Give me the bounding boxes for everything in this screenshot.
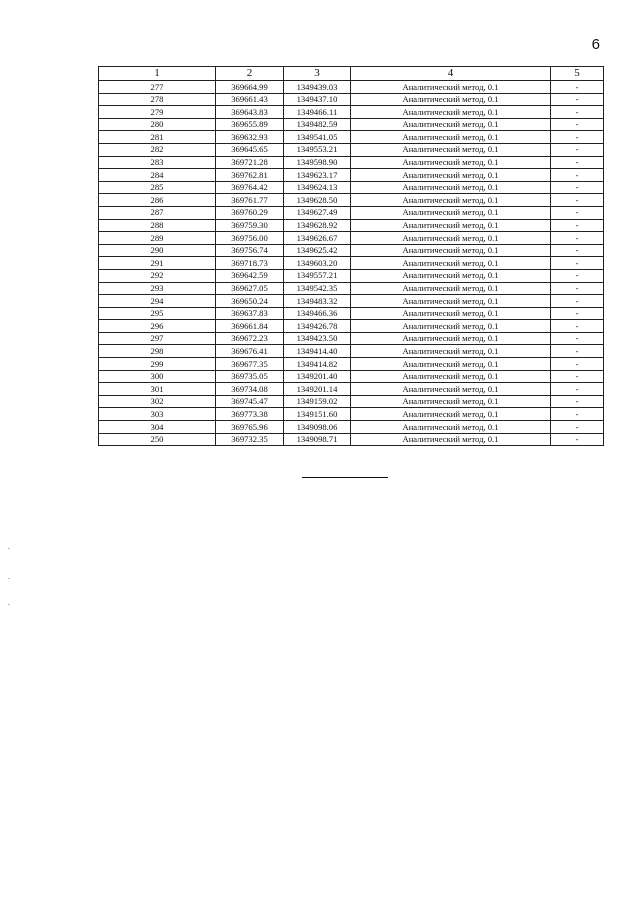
cell-method: Аналитический метод, 0.1 bbox=[351, 421, 551, 434]
table-row bbox=[99, 118, 604, 131]
cell-coord-y: 1349414.82 bbox=[284, 358, 351, 371]
cell-note: - bbox=[551, 219, 604, 232]
table-row bbox=[99, 395, 604, 408]
cell-method: Аналитический метод, 0.1 bbox=[351, 408, 551, 421]
cell-note: - bbox=[551, 433, 604, 446]
scan-speck bbox=[8, 548, 10, 549]
coordinates-table bbox=[98, 66, 604, 446]
cell-method: Аналитический метод, 0.1 bbox=[351, 181, 551, 194]
cell-coord-y: 1349437.10 bbox=[284, 93, 351, 106]
cell-point-number: 289 bbox=[99, 232, 216, 245]
cell-coord-x: 369761.77 bbox=[216, 194, 284, 207]
table-row bbox=[99, 307, 604, 320]
cell-coord-y: 1349482.59 bbox=[284, 118, 351, 131]
cell-point-number: 282 bbox=[99, 143, 216, 156]
table-row bbox=[99, 345, 604, 358]
cell-coord-y: 1349625.42 bbox=[284, 244, 351, 257]
cell-note: - bbox=[551, 257, 604, 270]
table-row bbox=[99, 206, 604, 219]
cell-point-number: 298 bbox=[99, 345, 216, 358]
table-row bbox=[99, 408, 604, 421]
cell-coord-x: 369773.38 bbox=[216, 408, 284, 421]
header-col-4: 4 bbox=[351, 67, 551, 81]
cell-coord-y: 1349626.67 bbox=[284, 232, 351, 245]
cell-coord-x: 369637.83 bbox=[216, 307, 284, 320]
cell-point-number: 304 bbox=[99, 421, 216, 434]
cell-note: - bbox=[551, 395, 604, 408]
cell-coord-x: 369756.74 bbox=[216, 244, 284, 257]
cell-coord-x: 369677.35 bbox=[216, 358, 284, 371]
cell-method: Аналитический метод, 0.1 bbox=[351, 131, 551, 144]
cell-point-number: 301 bbox=[99, 383, 216, 396]
cell-point-number: 280 bbox=[99, 118, 216, 131]
cell-point-number: 296 bbox=[99, 320, 216, 333]
cell-note: - bbox=[551, 232, 604, 245]
cell-coord-y: 1349466.11 bbox=[284, 106, 351, 119]
cell-coord-x: 369661.43 bbox=[216, 93, 284, 106]
scan-speck bbox=[8, 604, 10, 605]
cell-method: Аналитический метод, 0.1 bbox=[351, 194, 551, 207]
cell-coord-y: 1349414.40 bbox=[284, 345, 351, 358]
cell-note: - bbox=[551, 320, 604, 333]
cell-method: Аналитический метод, 0.1 bbox=[351, 383, 551, 396]
cell-coord-x: 369765.96 bbox=[216, 421, 284, 434]
cell-coord-y: 1349557.21 bbox=[284, 269, 351, 282]
cell-coord-x: 369734.08 bbox=[216, 383, 284, 396]
cell-method: Аналитический метод, 0.1 bbox=[351, 332, 551, 345]
table-row bbox=[99, 358, 604, 371]
cell-coord-x: 369762.81 bbox=[216, 169, 284, 182]
cell-note: - bbox=[551, 307, 604, 320]
table-row bbox=[99, 106, 604, 119]
table-row bbox=[99, 244, 604, 257]
cell-method: Аналитический метод, 0.1 bbox=[351, 295, 551, 308]
cell-coord-x: 369732.35 bbox=[216, 433, 284, 446]
cell-coord-y: 1349159.02 bbox=[284, 395, 351, 408]
cell-method: Аналитический метод, 0.1 bbox=[351, 219, 551, 232]
table-row bbox=[99, 421, 604, 434]
cell-point-number: 297 bbox=[99, 332, 216, 345]
cell-point-number: 285 bbox=[99, 181, 216, 194]
table-row bbox=[99, 181, 604, 194]
cell-point-number: 292 bbox=[99, 269, 216, 282]
cell-point-number: 290 bbox=[99, 244, 216, 257]
end-of-table-line bbox=[302, 477, 388, 478]
cell-note: - bbox=[551, 194, 604, 207]
cell-note: - bbox=[551, 81, 604, 94]
cell-coord-x: 369664.99 bbox=[216, 81, 284, 94]
cell-method: Аналитический метод, 0.1 bbox=[351, 320, 551, 333]
header-col-5: 5 bbox=[551, 67, 604, 81]
cell-coord-x: 369735.05 bbox=[216, 370, 284, 383]
cell-coord-y: 1349553.21 bbox=[284, 143, 351, 156]
cell-method: Аналитический метод, 0.1 bbox=[351, 93, 551, 106]
cell-point-number: 288 bbox=[99, 219, 216, 232]
cell-method: Аналитический метод, 0.1 bbox=[351, 433, 551, 446]
cell-method: Аналитический метод, 0.1 bbox=[351, 232, 551, 245]
cell-note: - bbox=[551, 106, 604, 119]
cell-method: Аналитический метод, 0.1 bbox=[351, 395, 551, 408]
cell-coord-y: 1349423.50 bbox=[284, 332, 351, 345]
cell-coord-x: 369760.29 bbox=[216, 206, 284, 219]
cell-note: - bbox=[551, 269, 604, 282]
cell-note: - bbox=[551, 345, 604, 358]
cell-coord-x: 369672.23 bbox=[216, 332, 284, 345]
cell-coord-y: 1349426.78 bbox=[284, 320, 351, 333]
table-row bbox=[99, 219, 604, 232]
cell-method: Аналитический метод, 0.1 bbox=[351, 156, 551, 169]
cell-point-number: 279 bbox=[99, 106, 216, 119]
cell-coord-x: 369718.73 bbox=[216, 257, 284, 270]
table-row bbox=[99, 332, 604, 345]
cell-note: - bbox=[551, 181, 604, 194]
cell-coord-y: 1349624.13 bbox=[284, 181, 351, 194]
table-row bbox=[99, 169, 604, 182]
cell-point-number: 278 bbox=[99, 93, 216, 106]
cell-note: - bbox=[551, 383, 604, 396]
cell-coord-y: 1349483.32 bbox=[284, 295, 351, 308]
cell-point-number: 302 bbox=[99, 395, 216, 408]
cell-coord-y: 1349627.49 bbox=[284, 206, 351, 219]
cell-note: - bbox=[551, 370, 604, 383]
table-row bbox=[99, 143, 604, 156]
cell-point-number: 299 bbox=[99, 358, 216, 371]
cell-note: - bbox=[551, 421, 604, 434]
cell-method: Аналитический метод, 0.1 bbox=[351, 358, 551, 371]
table-row bbox=[99, 433, 604, 446]
cell-coord-y: 1349542.35 bbox=[284, 282, 351, 295]
cell-coord-x: 369645.65 bbox=[216, 143, 284, 156]
cell-coord-y: 1349098.06 bbox=[284, 421, 351, 434]
cell-coord-x: 369756.00 bbox=[216, 232, 284, 245]
cell-method: Аналитический метод, 0.1 bbox=[351, 106, 551, 119]
cell-coord-y: 1349439.03 bbox=[284, 81, 351, 94]
cell-coord-x: 369627.05 bbox=[216, 282, 284, 295]
cell-point-number: 284 bbox=[99, 169, 216, 182]
table-row bbox=[99, 269, 604, 282]
table-row bbox=[99, 81, 604, 94]
cell-point-number: 281 bbox=[99, 131, 216, 144]
cell-point-number: 291 bbox=[99, 257, 216, 270]
cell-point-number: 293 bbox=[99, 282, 216, 295]
table-row bbox=[99, 383, 604, 396]
cell-note: - bbox=[551, 169, 604, 182]
cell-point-number: 300 bbox=[99, 370, 216, 383]
table-row bbox=[99, 370, 604, 383]
table-row bbox=[99, 156, 604, 169]
cell-coord-y: 1349098.71 bbox=[284, 433, 351, 446]
cell-note: - bbox=[551, 156, 604, 169]
cell-method: Аналитический метод, 0.1 bbox=[351, 282, 551, 295]
table-body bbox=[99, 81, 604, 446]
cell-method: Аналитический метод, 0.1 bbox=[351, 244, 551, 257]
cell-note: - bbox=[551, 332, 604, 345]
header-col-3: 3 bbox=[284, 67, 351, 81]
cell-note: - bbox=[551, 93, 604, 106]
cell-method: Аналитический метод, 0.1 bbox=[351, 257, 551, 270]
cell-point-number: 286 bbox=[99, 194, 216, 207]
cell-point-number: 303 bbox=[99, 408, 216, 421]
cell-method: Аналитический метод, 0.1 bbox=[351, 81, 551, 94]
header-col-2: 2 bbox=[216, 67, 284, 81]
table-header-row bbox=[99, 67, 604, 81]
cell-note: - bbox=[551, 143, 604, 156]
cell-coord-x: 369642.59 bbox=[216, 269, 284, 282]
cell-note: - bbox=[551, 118, 604, 131]
cell-coord-y: 1349201.40 bbox=[284, 370, 351, 383]
cell-note: - bbox=[551, 358, 604, 371]
cell-method: Аналитический метод, 0.1 bbox=[351, 307, 551, 320]
cell-coord-y: 1349623.17 bbox=[284, 169, 351, 182]
cell-point-number: 277 bbox=[99, 81, 216, 94]
cell-note: - bbox=[551, 295, 604, 308]
table-row bbox=[99, 93, 604, 106]
cell-point-number: 250 bbox=[99, 433, 216, 446]
cell-note: - bbox=[551, 408, 604, 421]
cell-note: - bbox=[551, 206, 604, 219]
cell-coord-x: 369745.47 bbox=[216, 395, 284, 408]
cell-point-number: 283 bbox=[99, 156, 216, 169]
cell-point-number: 287 bbox=[99, 206, 216, 219]
table-row bbox=[99, 320, 604, 333]
cell-coord-x: 369661.84 bbox=[216, 320, 284, 333]
cell-coord-x: 369655.89 bbox=[216, 118, 284, 131]
cell-point-number: 294 bbox=[99, 295, 216, 308]
cell-coord-y: 1349541.05 bbox=[284, 131, 351, 144]
scan-speck bbox=[8, 578, 10, 579]
cell-note: - bbox=[551, 282, 604, 295]
cell-method: Аналитический метод, 0.1 bbox=[351, 206, 551, 219]
cell-coord-y: 1349201.14 bbox=[284, 383, 351, 396]
cell-coord-y: 1349151.60 bbox=[284, 408, 351, 421]
cell-point-number: 295 bbox=[99, 307, 216, 320]
cell-coord-x: 369759.30 bbox=[216, 219, 284, 232]
table-row bbox=[99, 232, 604, 245]
table-row bbox=[99, 257, 604, 270]
cell-method: Аналитический метод, 0.1 bbox=[351, 269, 551, 282]
cell-method: Аналитический метод, 0.1 bbox=[351, 169, 551, 182]
cell-coord-y: 1349603.20 bbox=[284, 257, 351, 270]
cell-coord-x: 369764.42 bbox=[216, 181, 284, 194]
header-col-1: 1 bbox=[99, 67, 216, 81]
cell-method: Аналитический метод, 0.1 bbox=[351, 118, 551, 131]
table-row bbox=[99, 131, 604, 144]
cell-coord-x: 369721.28 bbox=[216, 156, 284, 169]
cell-coord-y: 1349628.92 bbox=[284, 219, 351, 232]
page-number: 6 bbox=[591, 36, 600, 53]
cell-coord-y: 1349466.36 bbox=[284, 307, 351, 320]
table-row bbox=[99, 194, 604, 207]
cell-method: Аналитический метод, 0.1 bbox=[351, 345, 551, 358]
cell-coord-x: 369643.83 bbox=[216, 106, 284, 119]
cell-method: Аналитический метод, 0.1 bbox=[351, 370, 551, 383]
cell-coord-y: 1349598.90 bbox=[284, 156, 351, 169]
cell-coord-x: 369632.93 bbox=[216, 131, 284, 144]
cell-coord-y: 1349628.50 bbox=[284, 194, 351, 207]
table-row bbox=[99, 282, 604, 295]
cell-method: Аналитический метод, 0.1 bbox=[351, 143, 551, 156]
cell-coord-x: 369650.24 bbox=[216, 295, 284, 308]
cell-note: - bbox=[551, 244, 604, 257]
cell-coord-x: 369676.41 bbox=[216, 345, 284, 358]
table-row bbox=[99, 295, 604, 308]
cell-note: - bbox=[551, 131, 604, 144]
